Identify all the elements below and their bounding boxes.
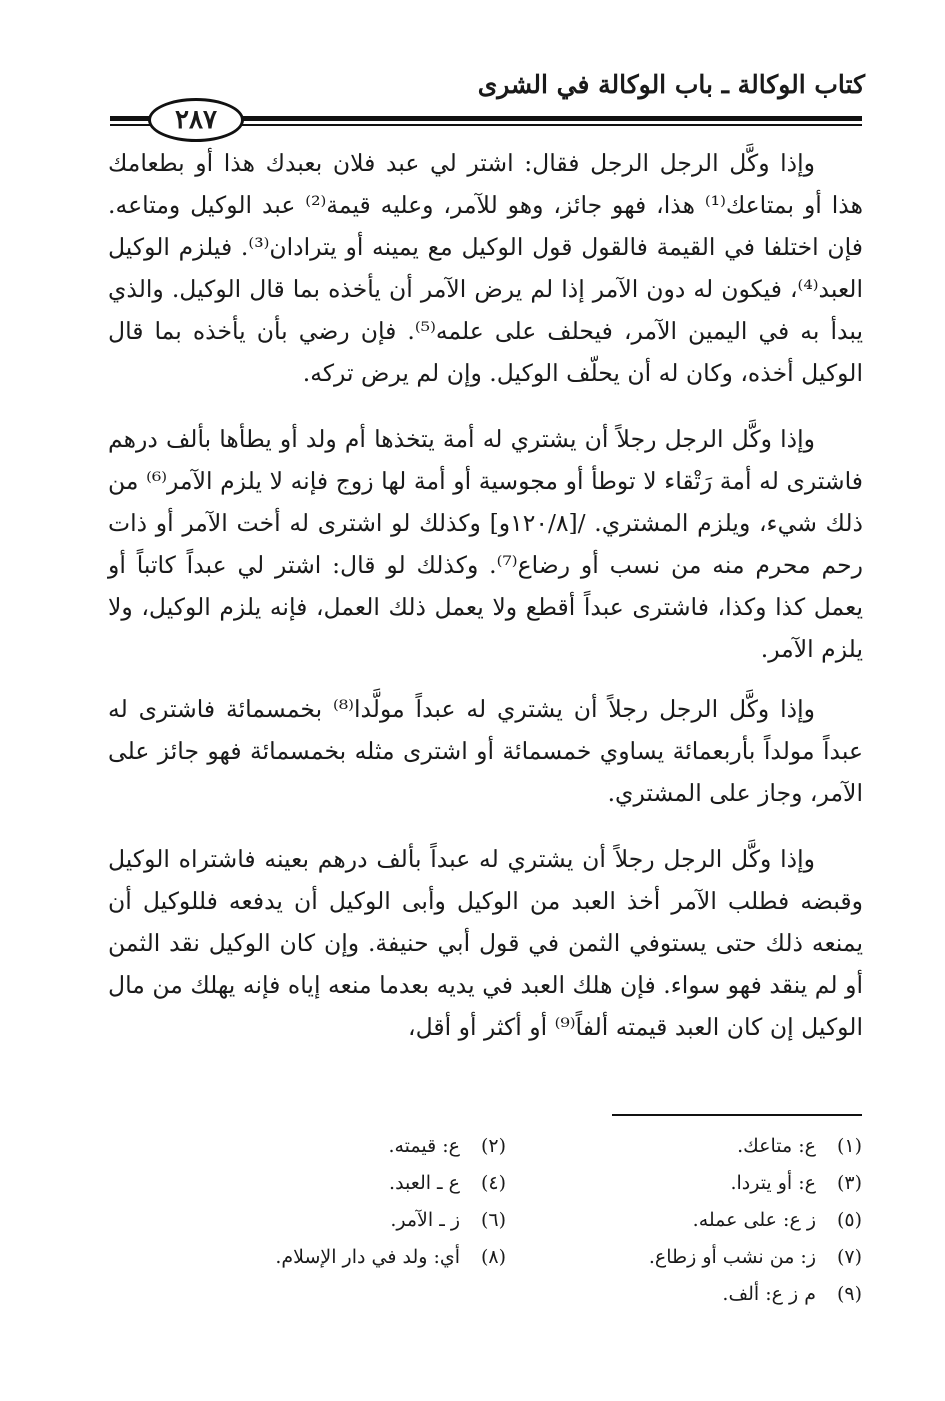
page-number: ٢٨٧: [148, 98, 244, 142]
footnote-number: (٦): [480, 1209, 506, 1231]
footnote-text: ز ـ الآمر.: [390, 1209, 460, 1231]
footnote-text: ع: أو يتردا.: [730, 1172, 816, 1194]
paragraph: وإذا وكَّل الرجل رجلاً أن يشتري له أمة يتخذها أم ولد أو يطأها بألف درهم فاشترى له أمة رَتْقاء لا توطأ أو مجوسية أو أمة لها زوج فإنه لا يلزم الآمر⁽⁶⁾ من ذلك شيء، ويلزم المشتري. /[١٢٠/٨و] وكذلك لو اشترى له أخت الآمر أو ذات رحم محرم منه من نسب أو رضاع⁽⁷⁾. وكذلك لو قال: اشتر لي عبداً كاتباً أو يعمل كذا وكذا، فاشترى عبداً أقطع ولا يعمل ذلك العمل، فإنه يلزم الوكيل، ولا يلزم الآمر.: [108, 425, 864, 663]
footnote-number: (٥): [836, 1209, 862, 1231]
footnote-text: أي: ولد في دار الإسلام.: [275, 1246, 460, 1268]
footnote: [506, 1276, 862, 1313]
footnote-text: م ز ع: ألف.: [722, 1283, 816, 1305]
main-text: [108, 142, 863, 1048]
footnote-number: (٣): [836, 1172, 862, 1194]
footnote: [506, 1165, 862, 1202]
paragraph: وإذا وكَّل الرجل رجلاً أن يشتري له عبداً بألف درهم بعينه فاشتراه الوكيل وقبضه فطلب الآمر أخذ العبد من الوكيل وأبى الوكيل أن يدفعه فللوكيل أن يمنعه ذلك حتى يستوفي الثمن في قول أبي حنيفة. وإن كان الوكيل نقد الثمن أو لم ينقد فهو سواء. فإن هلك العبد في يديه بعدما منعه إياه فإنه يهلك من مال الوكيل إن كان العبد قيمته ألفاً⁽⁹⁾ أو أكثر أو أقل،: [108, 845, 863, 1041]
footnote-text: ع ـ العبد.: [389, 1172, 460, 1194]
footnote: [150, 1239, 506, 1276]
running-header: كتاب الوكالة ـ باب الوكالة في الشرى: [477, 70, 865, 99]
footnote-text: ع: قيمته.: [388, 1135, 460, 1157]
footnote-number: (٢): [480, 1135, 506, 1157]
paragraph: وإذا وكَّل الرجل الرجل فقال: اشتر لي عبد فلان بعبدك هذا أو بطعامك هذا أو بمتاعك⁽¹⁾ هذا، فهو جائز، وهو للآمر، وعليه قيمة⁽²⁾ عبد الوكيل ومتاعه. فإن اختلفا في القيمة فالقول قول الوكيل مع يمينه أو يترادان⁽³⁾. فيلزم الوكيل العبد⁽⁴⁾، فيكون له دون الآمر إذا لم يرض الآمر أن يأخذه بما قال الوكيل. والذي يبدأ به في اليمين الآمر، فيحلف على علمه⁽⁵⁾. فإن رضي بأن يأخذه بما قال الوكيل أخذه، وكان له أن يحلّف الوكيل. وإن لم يرض تركه.: [108, 149, 863, 387]
footnote: [150, 1128, 506, 1165]
footnote: [150, 1165, 506, 1202]
footnote-number: (٨): [480, 1246, 506, 1268]
footnote: [150, 1202, 506, 1239]
footnote-text: ع: متاعك.: [737, 1135, 816, 1157]
footnote: [506, 1128, 862, 1165]
footnotes: [150, 1128, 862, 1313]
footnote-number: (١): [836, 1135, 862, 1157]
footnote-number: (٤): [480, 1172, 506, 1194]
footnote: [506, 1239, 862, 1276]
footnote-text: ز ع: على عمله.: [692, 1209, 816, 1231]
footnote-number: (٧): [836, 1246, 862, 1268]
paragraph: وإذا وكَّل الرجل رجلاً أن يشتري له عبداً مولَّدا⁽⁸⁾ بخمسمائة فاشترى له عبداً مولداً بأربعمائة يساوي خمسمائة أو اشترى مثله بخمسمائة فهو جائز على الآمر، وجاز على المشتري.: [108, 695, 863, 807]
footnote-number: (٩): [836, 1283, 862, 1305]
footnote-text: ز: من نشب أو زطاع.: [648, 1246, 816, 1268]
footnote-separator: [612, 1114, 862, 1116]
footnote: [506, 1202, 862, 1239]
